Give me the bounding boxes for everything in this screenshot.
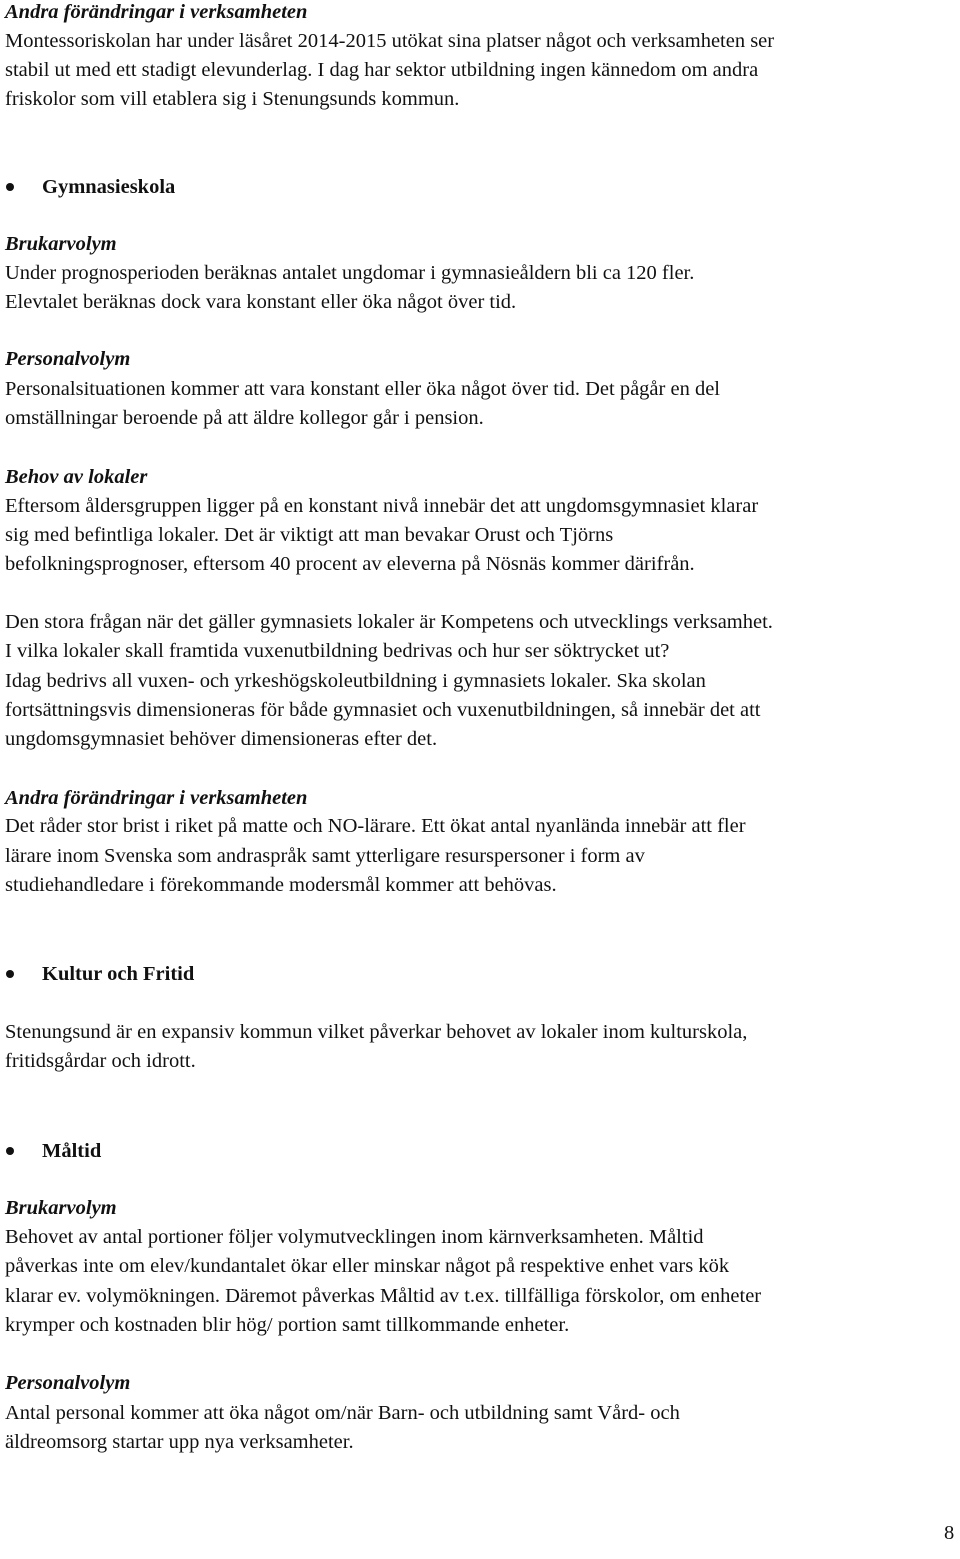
bullet-icon [6, 183, 14, 191]
paragraph-line: ungdomsgymnasiet behöver dimensioneras efter det. [5, 728, 438, 750]
paragraph-line: äldreomsorg startar upp nya verksamheter. [5, 1431, 354, 1453]
subheading-brukarvolym: Brukarvolym [5, 233, 117, 255]
section-title-gymnasieskola: Gymnasieskola [42, 176, 176, 198]
section-heading: Andra förändringar i verksamheten [5, 1, 308, 23]
subheading-brukarvolym: Brukarvolym [5, 1197, 117, 1219]
paragraph-line: krymper och kostnaden blir hög/ portion samt tillkommande enheter. [5, 1314, 570, 1336]
paragraph-line: befolkningsprognoser, eftersom 40 procent av eleverna på Nösnäs kommer därifrån. [5, 553, 695, 575]
paragraph-line: Elevtalet beräknas dock vara konstant eller öka något över tid. [5, 291, 517, 313]
paragraph-line: fritidsgårdar och idrott. [5, 1050, 196, 1072]
section-title-kultur-och-fritid: Kultur och Fritid [42, 963, 195, 985]
paragraph-line: Personalsituationen kommer att vara konstant eller öka något över tid. Det pågår en del [5, 378, 720, 400]
paragraph-line: Montessoriskolan har under läsåret 2014-2015 utökat sina platser något och verksamheten ser [5, 30, 775, 52]
paragraph-line: stabil ut med ett stadigt elevunderlag. I dag har sektor utbildning ingen kännedom om andra [5, 59, 759, 81]
paragraph-line: Behovet av antal portioner följer volymutvecklingen inom kärnverksamheten. Måltid [5, 1226, 704, 1248]
bullet-icon [6, 1147, 14, 1155]
paragraph-line: fortsättningsvis dimensioneras för både gymnasiet och vuxenutbildningen, så innebär det att [5, 699, 761, 721]
paragraph-line: lärare inom Svenska som andraspråk samt ytterligare resurspersoner i form av [5, 845, 645, 867]
paragraph-line: Idag bedrivs all vuxen- och yrkeshögskoleutbildning i gymnasiets lokaler. Ska skolan [5, 670, 706, 692]
paragraph-line: Det råder stor brist i riket på matte och NO-lärare. Ett ökat antal nyanlända innebär att fler [5, 815, 746, 837]
paragraph-line: I vilka lokaler skall framtida vuxenutbildning bedrivas och hur ser söktrycket ut? [5, 640, 670, 662]
subheading-behov-av-lokaler: Behov av lokaler [5, 466, 148, 488]
page-number: 8 [944, 1522, 955, 1544]
paragraph-line: Den stora frågan när det gäller gymnasiets lokaler är Kompetens och utvecklings verksamhet. [5, 611, 773, 633]
section-title-maltid: Måltid [42, 1140, 102, 1162]
paragraph-line: Eftersom åldersgruppen ligger på en konstant nivå innebär det att ungdomsgymnasiet klarar [5, 495, 759, 517]
paragraph-line: Stenungsund är en expansiv kommun vilket påverkar behovet av lokaler inom kulturskola, [5, 1021, 748, 1043]
paragraph-line: omställningar beroende på att äldre kollegor går i pension. [5, 407, 484, 429]
paragraph-line: studiehandledare i förekommande modersmål kommer att behövas. [5, 874, 557, 896]
paragraph-line: Antal personal kommer att öka något om/när Barn- och utbildning samt Vård- och [5, 1402, 680, 1424]
paragraph-line: påverkas inte om elev/kundantalet ökar eller minskar något på respektive enhet vars kök [5, 1255, 730, 1277]
subheading-personalvolym: Personalvolym [5, 348, 131, 370]
paragraph-line: sig med befintliga lokaler. Det är viktigt att man bevakar Orust och Tjörns [5, 524, 614, 546]
subheading-andra-forandringar: Andra förändringar i verksamheten [5, 787, 308, 809]
paragraph-line: klarar ev. volymökningen. Däremot påverkas Måltid av t.ex. tillfälliga förskolor, om enheter [5, 1285, 762, 1307]
bullet-icon [6, 970, 14, 978]
paragraph-line: friskolor som vill etablera sig i Stenungsunds kommun. [5, 88, 460, 110]
paragraph-line: Under prognosperioden beräknas antalet ungdomar i gymnasieåldern bli ca 120 fler. [5, 262, 695, 284]
subheading-personalvolym: Personalvolym [5, 1372, 131, 1394]
